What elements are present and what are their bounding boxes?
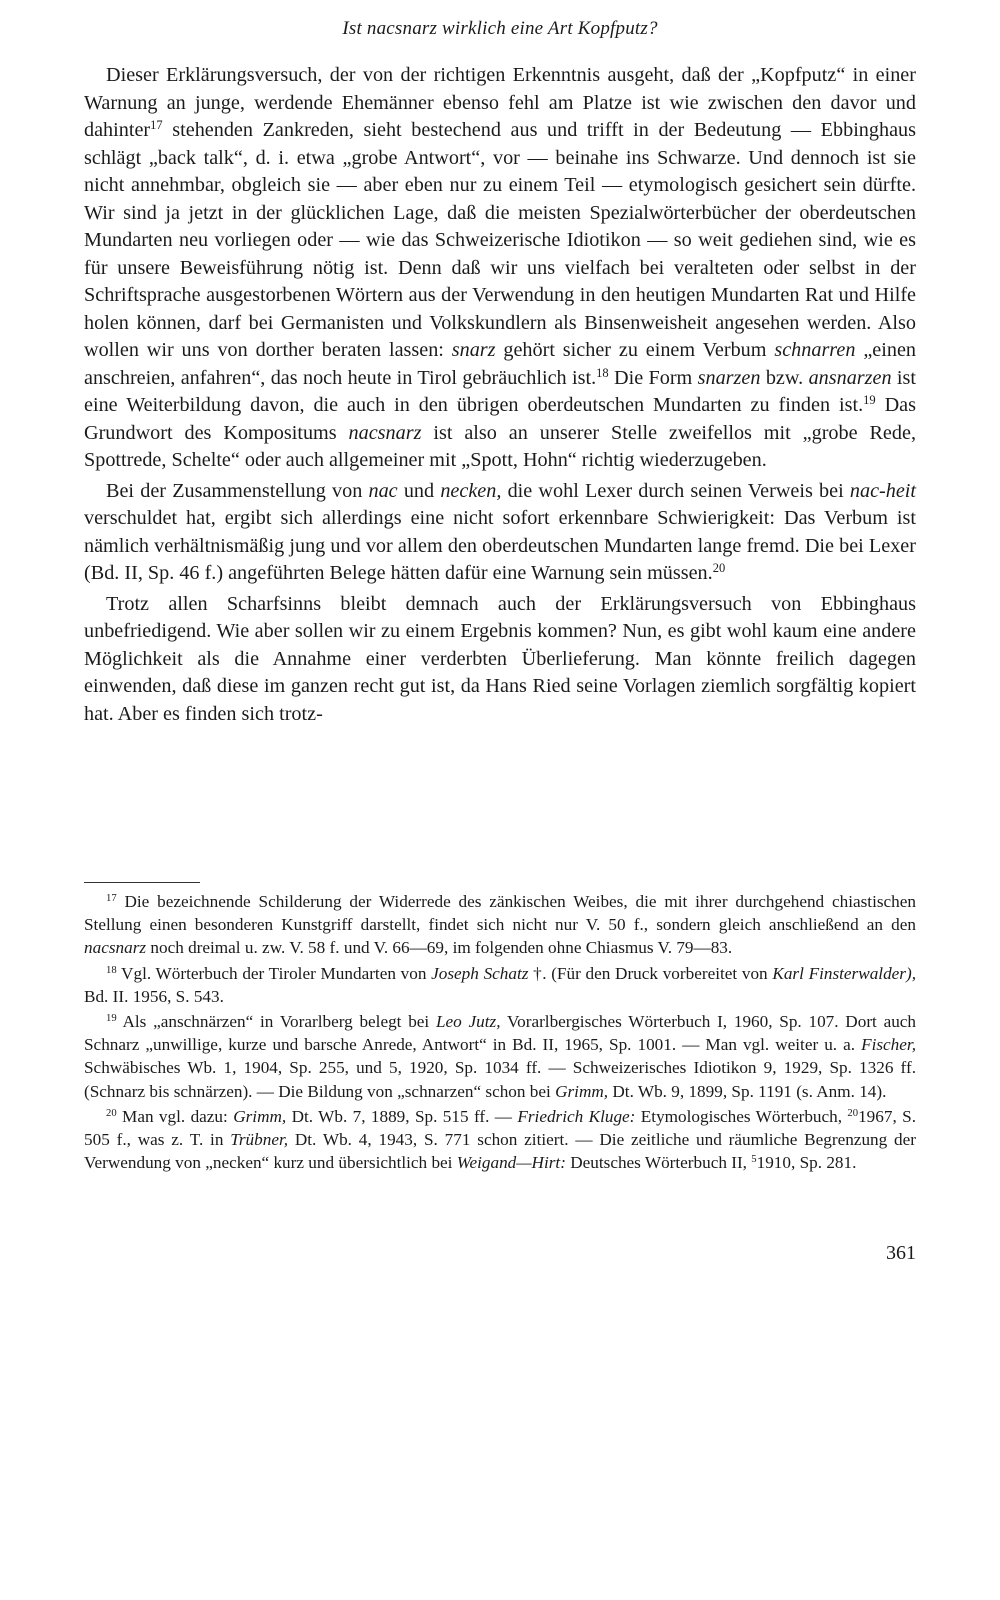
italic-run: necken,: [440, 479, 502, 502]
note-ref: 20: [847, 1107, 859, 1119]
text-run: Dt. Wb. 9, 1899, Sp. 1191 (s. Anm. 14).: [608, 1081, 887, 1101]
text-run: ist eine Weiterbildung davon, die auch in den übrigen oberdeutschen Mundarten zu finden ist.: [84, 366, 917, 416]
text-run: Die Form: [608, 366, 698, 389]
italic-run: ansnarzen: [808, 366, 892, 389]
italic-run: nac: [368, 479, 398, 502]
note-ref: 19: [106, 1013, 117, 1025]
text-run: 1910, Sp. 281.: [756, 1153, 857, 1173]
note-ref: 5: [751, 1154, 757, 1166]
italic-run: Grimm,: [555, 1081, 609, 1101]
text-run: Bei der Zusammenstellung von: [106, 479, 369, 502]
italic-run: Grimm,: [233, 1106, 287, 1126]
text-run: Die bezeichnende Schilderung der Widerrede des zänkischen Weibes, die mit ihrer durchgehend chiastischen Stellung einen besonderen Kunstgriff darstellt, findet sich nicht nur V. 50 f., sondern gleich anschließend an den: [84, 892, 916, 935]
italic-run: nac-heit: [849, 479, 917, 502]
note-ref: 18: [596, 365, 609, 380]
text-run: Dieser Erklärungsversuch, der von der richtigen Erkenntnis ausgeht, daß der „Kopfputz“ in einer Warnung an junge, werdende Ehemänner ebenso fehl am Platze ist wie zwischen den davor und dahinter: [84, 64, 916, 141]
italic-run: nacsnarz: [348, 421, 422, 444]
note-ref: 19: [863, 393, 876, 408]
text-run: Schwäbisches Wb. 1, 1904, Sp. 255, und 5, 1920, Sp. 1034 ff. — Schweizerisches Idiotikon 9, 1929, Sp. 1326 ff. (Schnarz bis schnärzen). — Die Bildung von „schnarzen“ schon bei: [84, 1058, 916, 1101]
text-run: Das Grundwort des Kompositums: [84, 394, 916, 444]
note-ref: 20: [106, 1107, 117, 1119]
text-run: Als „anschnärzen“ in Vorarlberg belegt bei: [116, 1012, 436, 1032]
note-ref: 17: [106, 893, 117, 905]
text-run: Dt. Wb. 7, 1889, Sp. 515 ff. —: [286, 1106, 518, 1126]
italic-run: Trübner,: [230, 1130, 289, 1150]
note-ref: 20: [712, 561, 726, 576]
text-run: Etymologisches Wörterbuch,: [635, 1106, 848, 1126]
text-run: ist also an unserer Stelle zweifellos mit „grobe Rede, Spottrede, Schelte“ oder auch allgemeiner mit „Spott, Hohn“ richtig wiederzugeben.: [84, 421, 916, 471]
italic-run: Joseph Schatz: [431, 963, 529, 983]
text-run: Trotz allen Scharfsinns bleibt demnach auch der Erklärungsversuch von Ebbinghaus unbefriedigend. Wie aber sollen wir zu einem Ergebnis kommen? Nun, es gibt wohl kaum eine andere Möglichkeit als die Annahme einer verderbten Überlieferung. Man könnte freilich dagegen einwenden, daß diese im ganzen recht gut ist, da Hans Ried seine Vorlagen ziemlich sorgfältig kopiert hat. Aber es finden sich trotz-: [84, 592, 916, 725]
italic-run: Karl Finsterwalder),: [772, 963, 917, 983]
text-run: Dt. Wb. 4, 1943, S. 771 schon zitiert. — Die zeitliche und räumliche Begrenzung der Verwendung von „necken“ kurz und übersichtlich bei: [84, 1130, 916, 1173]
footnotes: [84, 890, 916, 1176]
paragraph: [84, 62, 916, 475]
italic-run: Leo Jutz,: [435, 1012, 501, 1032]
text-run: und: [397, 479, 441, 502]
running-head: Ist nacsnarz wirklich eine Art Kopfputz?: [342, 18, 658, 39]
page-number: 361: [886, 1242, 916, 1264]
footnote: [84, 890, 916, 960]
italic-run: schnarren: [774, 339, 856, 361]
text-run: gehört sicher zu einem Verbum: [495, 339, 775, 361]
paragraph: [84, 591, 916, 729]
footnote: [84, 962, 916, 1008]
text-run: Vorarlbergisches Wörterbuch I, 1960, Sp. 107. Dort auch Schnarz „unwillige, kurze und barsche Anrede, Antwort“ in Bd. II, 1965, Sp. 1001. — Man vgl. weiter u. a.: [84, 1012, 917, 1055]
italic-run: nacsnarz: [84, 938, 147, 958]
note-ref: 18: [106, 964, 117, 976]
text-run: die wohl Lexer durch seinen Verweis bei: [501, 479, 850, 502]
italic-run: Weigand—Hirt:: [456, 1153, 566, 1173]
text-run: Vgl. Wörterbuch der Tiroler Mundarten von: [116, 963, 432, 983]
text-run: „einen anschreien, anfahren“, das noch heute in Tirol gebräuchlich ist.: [84, 339, 916, 389]
footnote-rule: [84, 882, 200, 883]
text-run: 1967, S. 505 f., was z. T. in: [84, 1106, 916, 1150]
text-run: verschuldet hat, ergibt sich allerdings eine nicht sofort erkennbare Schwierigkeit: Das Verbum ist nämlich verhältnismäßig jung und vor allem den oberdeutschen Mundarten lange fremd. Die bei Lexer (Bd. II, Sp. 46 f.) angeführten Belege hätten dafür eine Warnung sein müssen.: [84, 507, 916, 584]
body-text: [84, 62, 916, 728]
text-run: Deutsches Wörterbuch II,: [565, 1153, 752, 1173]
italic-run: Friedrich Kluge:: [517, 1106, 636, 1126]
text-run: noch dreimal u. zw. V. 58 f. und V. 66—69, im folgenden ohne Chiasmus V. 79—83.: [146, 938, 733, 958]
italic-run: snarzen: [697, 366, 761, 389]
footnote: [84, 1105, 916, 1175]
text-run: stehenden Zankreden, sieht bestechend aus und trifft in der Bedeutung — Ebbinghaus schlägt „back talk“, d. i. etwa „grobe Antwort“, vor — beinahe ins Schwarze. Und dennoch ist sie nicht annehmbar, obgleich sie — aber eben nur zu einem Teil — etymologisch gesichert sein dürfte. Wir sind ja jetzt in der glücklichen Lage, daß die meisten Spezialwörterbücher der oberdeutschen Mundarten neu vorliegen oder — wie das Schweizerische Idiotikon — so weit gediehen sind, wie es für unsere Beweisführung nötig ist. Denn daß wir uns vielfach bei veralteten oder selbst in der Schriftsprache ausgestorbenen Wörtern aus der Verwendung in den heutigen Mundarten Rat und Hilfe holen können, darf bei Germanisten und Volkskundlern als Binsenweisheit angesehen werden. Also wollen wir uns von dorther beraten lassen:: [84, 119, 916, 361]
italic-run: snarz: [451, 339, 496, 361]
footnote: [84, 1010, 916, 1103]
paragraph: [84, 478, 916, 588]
note-ref: 17: [150, 118, 163, 133]
italic-run: Fischer,: [861, 1035, 916, 1055]
text-run: Bd. II. 1956, S. 543.: [84, 986, 224, 1006]
text-run: Man vgl. dazu:: [116, 1106, 234, 1126]
text-run: bzw.: [760, 366, 809, 389]
text-run: †. (Für den Druck vorbereitet von: [528, 963, 773, 983]
